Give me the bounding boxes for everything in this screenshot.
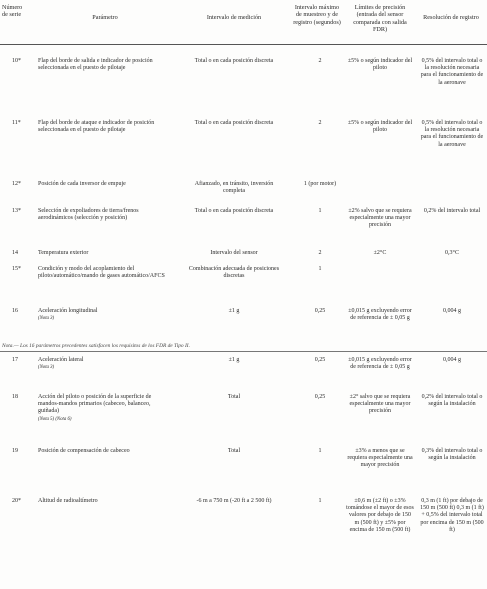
row-intervalo: Intervalo del sensor [210,250,258,256]
row-param [38,394,168,423]
row-num: 20* [12,498,21,504]
row-param-text: Aceleración longitudinal [38,308,98,314]
header-limites: Límites de precisión (entrada del sensor comparada con salida FDR) [353,4,407,34]
row-num: 19 [12,448,18,454]
row-registro: 2 [318,120,322,126]
row-param: Selección de expoliadores de tierra/frenos aerodinámicos (selección y posición) [38,208,139,222]
row-note: (Nota 3) [38,316,55,322]
row-resolucion: 0,5% del intervalo total o la resolución necesaria para el funcionamiento de la aeronave [420,120,484,148]
row-registro: 2 [318,250,322,256]
row-intervalo: ±1 g [228,308,240,314]
row-limites: ±2% salvo que se requiera especialmente una mayor precisión [348,208,412,229]
table-note: Nota.— Los 16 parámetros precedentes satisfacen los requisitos de los FDR de Tipo II. [2,343,190,349]
row-limites: ±0,6 m (±2 ft) o ±3% tomándose el mayor de esos valores por debajo de 150 m (500 ft) y ±5% por encima de 150 m (500 ft) [346,498,414,533]
row-num: 13* [12,208,21,214]
row-param-text: Acción del piloto o posición de la superficie de mandos-mandos primarios (cabeceo, balanceo, guiñada) [38,394,152,415]
header-param: Parámetro [92,14,118,21]
row-intervalo: Combinación adecuada de posiciones discretas [188,266,280,280]
row-num: 15* [12,266,21,272]
row-resolucion: 0,3°C [445,250,459,256]
header-resolucion: Resolución de registro [423,14,479,21]
row-registro: 1 [318,498,322,504]
row-limites: ±2° salvo que se requiera especialmente una mayor precisión [349,394,411,415]
row-resolucion: 0,2% del intervalo total o según la instalación [421,394,483,408]
row-resolucion: 0,2% del intervalo total [423,208,481,214]
row-num: 17 [12,357,18,363]
row-registro: 1 [318,266,322,272]
row-intervalo: Total [227,448,241,454]
row-resolucion: 0,3% del intervalo total o según la instalación [421,448,483,462]
row-registro: 1 (por motor) [303,181,337,187]
row-limites: ±5% o según indicador del piloto [347,120,413,134]
row-limites: ±0,015 g excluyendo error de referencia de ± 0,05 g [348,308,412,322]
row-param [38,308,168,322]
row-intervalo: Total o en cada posición discreta [194,58,274,64]
row-intervalo: Total o en cada posición discreta [194,208,274,214]
row-param: Altitud de radioaltímetro [38,498,98,504]
row-resolucion: 0,5% del intervalo total o la resolución necesaria para el funcionamiento de la aeronave [420,58,484,86]
row-num: 10* [12,58,21,64]
row-param: Posición de cada inversor de empuje [38,181,126,187]
row-intervalo: ±1 g [228,357,240,363]
row-num: 16 [12,308,18,314]
row-registro: 2 [318,58,322,64]
row-param: Temperatura exterior [38,250,89,256]
row-registro: 0,25 [314,357,326,363]
row-registro: 1 [318,448,322,454]
row-limites: ±3% a menos que se requiera especialmente una mayor precisión [347,448,413,469]
row-note: (Nota 3) [38,365,55,371]
row-intervalo: Total o en cada posición discreta [194,120,274,126]
row-param: Flap del borde de ataque e indicador de posición seleccionada en el puesto de pilotaje [38,120,155,134]
row-num: 18 [12,394,18,400]
row-param: Flap del borde de salida e indicador de posición seleccionada en el puesto de pilotaje [38,58,153,72]
row-num: 11* [12,120,21,126]
row-registro: 0,25 [314,394,326,400]
row-param: Condición y modo del acoplamiento del piloto/automático/mando de gases automático/AFCS [38,266,165,280]
row-resolucion: 0,004 g [443,308,461,314]
row-limites: ±2°C [373,250,387,256]
row-limites: ±5% o según indicador del piloto [347,58,413,72]
header-num: Número de serie [2,4,23,19]
header-intervalo: Intervalo de medición [206,14,262,21]
row-registro: 0,25 [314,308,326,314]
table-header [0,0,487,45]
row-num: 12* [12,181,21,187]
row-resolucion: 0,3 m (1 ft) por debajo de 150 m (500 ft) 0,3 m (1 ft) + 0,5% del intervalo total por encima de 150 m (500 ft) [420,498,484,533]
header-registro: Intervalo máximo de muestreo y de registro (segundos) [293,4,341,26]
row-registro: 1 [318,208,322,214]
row-intervalo: Afianzado, en tránsito, inversión completa [194,181,274,195]
divider [0,351,487,352]
row-num: 14 [12,250,18,256]
row-param-text: Aceleración lateral [38,357,84,363]
row-limites: ±0,015 g excluyendo error de referencia de ± 0,05 g [348,357,412,371]
row-intervalo: -6 m a 750 m (-20 ft a 2 500 ft) [196,498,272,504]
row-param: Posición de compensación de cabeceo [38,448,130,454]
row-param [38,357,168,371]
row-resolucion: 0,004 g [443,357,461,363]
row-note: (Nota 5) (Nota 6) [38,416,72,422]
row-intervalo: Total [227,394,241,400]
